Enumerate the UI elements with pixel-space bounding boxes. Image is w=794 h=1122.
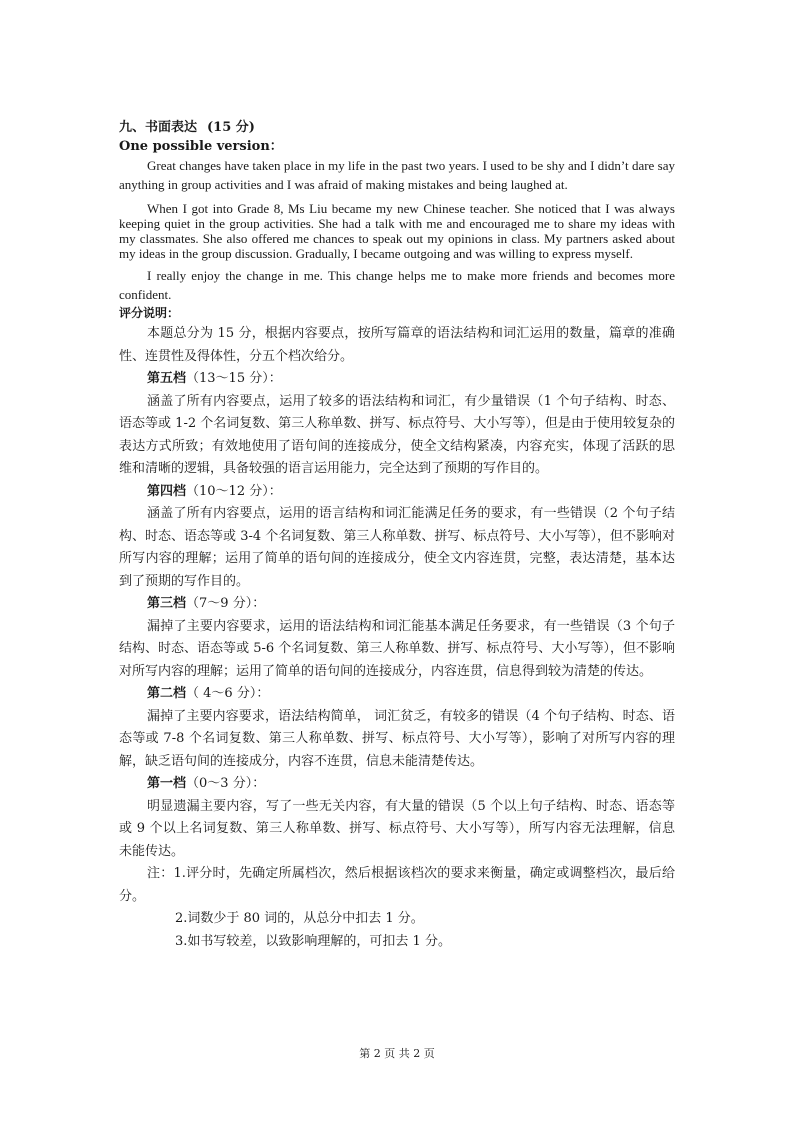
level-2-name: 第二档 xyxy=(147,686,187,701)
section-points: (15 分) xyxy=(207,120,255,135)
essay-paragraph-3: I really enjoy the change in me. This change helps me to make more friends and becomes more confident. xyxy=(119,268,675,302)
page-footer: 第 2 页 共 2 页 xyxy=(359,1047,435,1060)
level-4-heading xyxy=(119,481,675,504)
level-1-name: 第一档 xyxy=(147,776,187,791)
level-3-range: （7～9 分）： xyxy=(186,596,266,611)
level-4-name: 第四档 xyxy=(147,483,187,499)
note-1: 注：1.评分时，先确定所属档次，然后根据该档次的要求来衡量，确定或调整档次，最后给分。 xyxy=(119,866,675,904)
answer-content xyxy=(119,118,675,953)
note-2: 2.词数少于 80 词的，从总分中扣去 1 分。 xyxy=(175,911,424,926)
level-5-name: 第五档 xyxy=(147,371,187,386)
level-3-description: 漏掉了主要内容要求，运用的语法结构和词汇能基本满足任务要求，有一些错误（3 个句子结构、时态、语态等或 5-6 个名词复数、第三人称单数、拼写、标点符号、大小写等），但不影响对所写内容的理解；运用了简单的语句间的连接成分，内容连贯，信息得到较为清楚的传达。 xyxy=(119,618,675,679)
level-2-range: （ 4～6 分）： xyxy=(186,686,270,701)
essay-paragraph-1: Great changes have taken place in my life in the past two years. I used to be shy and I didn’t dare say anything in group activities and I was afraid of making mistakes and being laughed at. xyxy=(119,158,675,192)
scoring-intro: 本题总分为 15 分，根据内容要点，按所写篇章的语法结构和词汇运用的数量，篇章的准确性、连贯性及得体性，分五个档次给分。 xyxy=(119,326,675,364)
scoring-label: 评分说明： xyxy=(119,306,180,320)
level-3-name: 第三档 xyxy=(147,596,187,611)
level-5-range: （13～15 分）： xyxy=(186,371,282,386)
note-3: 3.如书写较差，以致影响理解的，可扣去 1 分。 xyxy=(175,933,451,949)
level-1-heading xyxy=(119,773,675,796)
version-label: One possible version： xyxy=(119,139,283,154)
level-4-range: （10～12 分）： xyxy=(186,483,282,499)
level-5-description: 涵盖了所有内容要点，运用了较多的语法结构和词汇，有少量错误（1 个句子结构、时态、语态等或 1-2 个名词复数、第三人称单数、拼写、标点符号、大小写等），但是由于使用较复杂的表达方式所致；有效地使用了语句间的连接成分，使全文结构紧凑，内容充实，体现了活跃的思维和清晰的逻辑，具备较强的语言运用能力，完全达到了预期的写作目的。 xyxy=(119,393,675,476)
level-4-description: 涵盖了所有内容要点，运用的语言结构和词汇能满足任务的要求，有一些错误（2 个句子结构、时态、语态等或 3-4 个名词复数、第三人称单数、拼写、标点符号、大小写等），但不影响对所写内容的理解；运用了简单的语句间的连接成分，使全文内容连贯，完整，表达清楚，基本达到了预期的写作目的。 xyxy=(119,506,675,589)
level-2-heading xyxy=(119,683,675,706)
essay-paragraph-2: When I got into Grade 8, Ms Liu became my new Chinese teacher. She noticed that I was always keeping quiet in the group activities. She had a talk with me and encouraged me to share my ideas with my classmates. She also offered me chances to speak out my opinions in class. My partners asked about my ideas in the group discussion. Gradually, I became outgoing and was willing to express myself. xyxy=(119,201,675,261)
section-heading xyxy=(119,118,675,137)
section-title: 九、书面表达 xyxy=(119,120,198,135)
level-1-range: （0～3 分）： xyxy=(186,776,266,791)
level-2-description: 漏掉了主要内容要求，语法结构简单， 词汇贫乏，有较多的错误（4 个句子结构、时态、语态等或 7-8 个名词复数、第三人称单数、拼写、标点符号、大小写等），影响了对所写内容的理解，缺乏语句间的连接成分，内容不连贯，信息未能清楚传达。 xyxy=(119,708,675,769)
level-5-heading xyxy=(119,368,675,391)
level-3-heading xyxy=(119,593,675,616)
level-1-description: 明显遗漏主要内容，写了一些无关内容，有大量的错误（5 个以上句子结构、时态、语态等或 9 个以上名词复数、第三人称单数、拼写、标点符号、大小写等），所写内容无法理解，信息未能传达。 xyxy=(119,798,675,859)
